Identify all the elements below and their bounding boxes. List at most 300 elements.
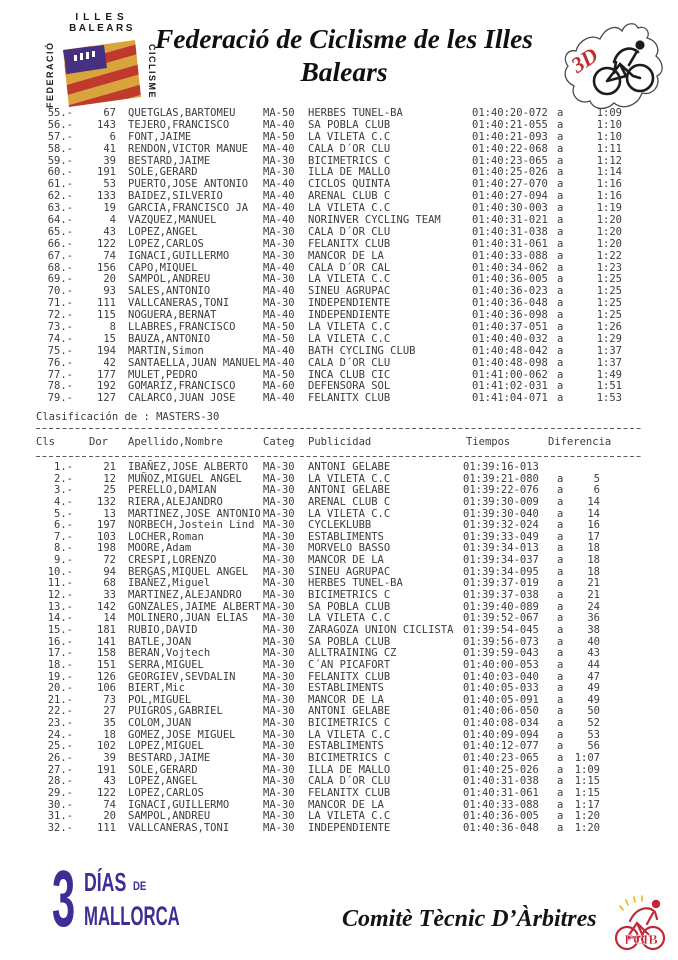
gap-marker: a — [557, 507, 564, 520]
dorsal-cell: 197 — [97, 519, 116, 532]
gap-marker: a — [557, 705, 564, 718]
position-cell: 8.- — [54, 542, 73, 555]
dorsal-cell: 143 — [97, 118, 116, 131]
dorsal-cell: 181 — [97, 623, 116, 636]
category-cell: MA-30 — [263, 728, 295, 741]
position-cell: 60.- — [47, 166, 73, 179]
rider-name-cell: GONZALES,JAIME ALBERT — [128, 600, 261, 613]
difference-cell: 1:09 — [596, 107, 622, 119]
position-cell: 5.- — [54, 507, 73, 520]
difference-cell: 1:10 — [596, 130, 622, 143]
gap-marker: a — [557, 118, 564, 131]
dias-logo-word2: DE — [133, 879, 147, 893]
result-row — [0, 155, 678, 167]
category-cell: MA-30 — [263, 237, 295, 250]
dorsal-cell: 35 — [103, 717, 116, 730]
dorsal-cell: 6 — [109, 130, 116, 143]
category-cell: MA-40 — [263, 202, 295, 215]
general-classification-table — [0, 107, 678, 404]
rider-name-cell: COLOM,JUAN — [128, 717, 192, 730]
gap-marker: a — [557, 368, 564, 381]
header-categ: Categ — [263, 436, 295, 448]
team-cell: INCA CLUB CIC — [308, 368, 391, 381]
rider-name-cell: LOPEZ,CARLOS — [128, 237, 204, 250]
difference-cell: 18 — [587, 542, 600, 555]
time-cell: 01:40:31-038 — [472, 225, 548, 238]
result-row — [0, 508, 678, 520]
rider-name-cell: BESTARD,JAIME — [128, 752, 211, 765]
time-cell: 01:39:34-037 — [463, 554, 539, 567]
time-cell: 01:40:27-094 — [472, 190, 548, 203]
rider-name-cell: SALES,ANTONIO — [128, 285, 211, 298]
time-cell: 01:39:33-049 — [463, 530, 539, 543]
rider-name-cell: POL,MIGUEL — [128, 693, 192, 706]
dorsal-cell: 21 — [103, 461, 116, 473]
rider-name-cell: VALLCANERAS,TONI — [128, 821, 230, 834]
gap-marker: a — [557, 166, 564, 179]
time-cell: 01:40:21-093 — [472, 130, 548, 143]
time-cell: 01:39:22-076 — [463, 484, 539, 497]
gap-marker: a — [557, 142, 564, 155]
rider-name-cell: MARTINEZ,ALEJANDRO — [128, 589, 242, 602]
category-cell: MA-30 — [263, 225, 295, 238]
header-cls: Cls — [36, 436, 55, 448]
difference-cell: 1:16 — [596, 178, 622, 191]
position-cell: 20.- — [47, 682, 73, 695]
difference-cell: 53 — [587, 728, 600, 741]
team-cell: HERBES TUNEL-BA — [308, 107, 403, 119]
fcib-cyclist-icon — [610, 892, 670, 956]
rider-name-cell: SAMPOL,ANDREU — [128, 273, 211, 286]
result-row — [0, 612, 678, 624]
team-cell: ANTONI GELABE — [308, 705, 391, 718]
header-publicidad: Publicidad — [308, 436, 372, 448]
time-cell: 01:40:37-051 — [472, 321, 548, 334]
rider-name-cell: BESTARD,JAIME — [128, 154, 211, 167]
position-cell: 32.- — [47, 821, 73, 834]
rider-name-cell: LOPEZ,ANGEL — [128, 775, 198, 788]
category-cell: MA-50 — [263, 107, 295, 119]
difference-cell: 50 — [587, 705, 600, 718]
time-cell: 01:39:59-043 — [463, 647, 539, 660]
time-cell: 01:40:36-048 — [463, 821, 539, 834]
gap-marker: a — [557, 214, 564, 227]
category-cell: MA-40 — [263, 214, 295, 227]
position-cell: 12.- — [47, 589, 73, 602]
dorsal-cell: 19 — [103, 202, 116, 215]
team-cell: ESTABLIMENTS — [308, 682, 384, 695]
gap-marker: a — [557, 237, 564, 250]
dorsal-cell: 43 — [103, 225, 116, 238]
result-row — [0, 226, 678, 238]
gap-marker: a — [557, 693, 564, 706]
gap-marker: a — [557, 786, 564, 799]
difference-cell: 1:26 — [596, 321, 622, 334]
rider-name-cell: GARCIA,FRANCISCO JA — [128, 202, 249, 215]
dorsal-cell: 103 — [97, 530, 116, 543]
time-cell: 01:40:08-034 — [463, 717, 539, 730]
rider-name-cell: MOLINERO,JUAN ELIAS — [128, 612, 249, 625]
team-cell: INDEPENDIENTE — [308, 297, 391, 310]
position-cell: 30.- — [47, 798, 73, 811]
position-cell: 56.- — [47, 118, 73, 131]
difference-cell: 14 — [587, 495, 600, 508]
federation-logo-line1: ILLES — [75, 12, 129, 23]
time-cell: 01:40:22-068 — [472, 142, 548, 155]
result-row — [0, 190, 678, 202]
result-row — [0, 321, 678, 333]
difference-cell: 1:25 — [596, 285, 622, 298]
difference-cell: 1:37 — [596, 344, 622, 357]
gap-marker: a — [557, 740, 564, 753]
dorsal-cell: 18 — [103, 728, 116, 741]
rider-name-cell: MARTINEZ,JOSE ANTONIO — [128, 507, 261, 520]
team-cell: INDEPENDIENTE — [308, 309, 391, 322]
position-cell: 63.- — [47, 202, 73, 215]
position-cell: 1.- — [54, 461, 73, 473]
gap-marker: a — [557, 565, 564, 578]
difference-cell: 1:10 — [596, 118, 622, 131]
rider-name-cell: BERAN,Vojtech — [128, 647, 211, 660]
position-cell: 67.- — [47, 249, 73, 262]
category-cell: MA-30 — [263, 810, 295, 823]
time-cell: 01:40:03-040 — [463, 670, 539, 683]
rider-name-cell: SOLE,GERARD — [128, 763, 198, 776]
category-cell: MA-40 — [263, 261, 295, 274]
position-cell: 59.- — [47, 154, 73, 167]
rider-name-cell: PUIGROS,GABRIEL — [128, 705, 223, 718]
position-cell: 4.- — [54, 495, 73, 508]
difference-cell: 52 — [587, 717, 600, 730]
gap-marker: a — [557, 530, 564, 543]
result-row — [0, 143, 678, 155]
category-cell: MA-30 — [263, 786, 295, 799]
team-cell: CALA D´OR CLU — [308, 142, 391, 155]
category-cell: MA-60 — [263, 380, 295, 393]
team-cell: INDEPENDIENTE — [308, 821, 391, 834]
gap-marker: a — [557, 202, 564, 215]
position-cell: 55.- — [47, 107, 73, 119]
dorsal-cell: 12 — [103, 472, 116, 485]
result-row — [0, 297, 678, 309]
gap-marker: a — [557, 821, 564, 834]
difference-cell: 1:20 — [574, 810, 600, 823]
separator-line — [36, 428, 643, 429]
position-cell: 22.- — [47, 705, 73, 718]
rider-name-cell: MULET,PEDRO — [128, 368, 198, 381]
difference-cell: 1:23 — [596, 261, 622, 274]
rider-name-cell: SOLE,GERARD — [128, 166, 198, 179]
category-cell: MA-30 — [263, 705, 295, 718]
page-title-line1: Federació de Ciclisme de les Illes — [154, 23, 534, 54]
time-cell: 01:40:27-070 — [472, 178, 548, 191]
difference-cell: 56 — [587, 740, 600, 753]
dorsal-cell: 25 — [103, 484, 116, 497]
dorsal-cell: 42 — [103, 356, 116, 369]
position-cell: 3.- — [54, 484, 73, 497]
difference-cell: 1:16 — [596, 190, 622, 203]
position-cell: 75.- — [47, 344, 73, 357]
position-cell: 24.- — [47, 728, 73, 741]
team-cell: ARENAL CLUB C — [308, 495, 391, 508]
dorsal-cell: 67 — [103, 107, 116, 119]
rider-name-cell: QUETGLAS,BARTOMEU — [128, 107, 236, 119]
time-cell: 01:39:52-067 — [463, 612, 539, 625]
dorsal-cell: 53 — [103, 178, 116, 191]
time-cell: 01:40:12-077 — [463, 740, 539, 753]
difference-cell: 21 — [587, 577, 600, 590]
team-cell: ZARAGOZA UNION CICLISTA — [308, 623, 454, 636]
gap-marker: a — [557, 728, 564, 741]
position-cell: 31.- — [47, 810, 73, 823]
result-row — [0, 566, 678, 578]
category-cell: MA-40 — [263, 190, 295, 203]
result-row — [0, 682, 678, 694]
team-cell: LA VILETA C.C — [308, 202, 391, 215]
difference-cell: 5 — [593, 472, 600, 485]
team-cell: HERBES TUNEL-BA — [308, 577, 403, 590]
time-cell: 01:40:36-005 — [463, 810, 539, 823]
rider-name-cell: VAZQUEZ,MANUEL — [128, 214, 217, 227]
dorsal-cell: 8 — [109, 321, 116, 334]
difference-cell: 18 — [587, 554, 600, 567]
fcib-label: FCIB — [624, 933, 658, 948]
gap-marker: a — [557, 484, 564, 497]
category-cell: MA-40 — [263, 178, 295, 191]
dorsal-cell: 15 — [103, 332, 116, 345]
position-cell: 71.- — [47, 297, 73, 310]
time-cell: 01:39:34-013 — [463, 542, 539, 555]
rider-name-cell: TEJERO,FRANCISCO — [128, 118, 230, 131]
dorsal-cell: 192 — [97, 380, 116, 393]
federation-logo-vertical-right: CICLISME — [147, 44, 157, 100]
category-cell: MA-50 — [263, 368, 295, 381]
gap-marker: a — [557, 332, 564, 345]
position-cell: 28.- — [47, 775, 73, 788]
team-cell: ILLA DE MALLO — [308, 763, 391, 776]
category-cell: MA-30 — [263, 297, 295, 310]
rider-name-cell: LLABRES,FRANCISCO — [128, 321, 236, 334]
difference-cell: 6 — [593, 484, 600, 497]
category-cell: MA-30 — [263, 273, 295, 286]
time-cell: 01:40:40-032 — [472, 332, 548, 345]
dorsal-cell: 132 — [97, 495, 116, 508]
rider-name-cell: NOGUERA,BERNAT — [128, 309, 217, 322]
time-cell: 01:40:33-088 — [463, 798, 539, 811]
dorsal-cell: 177 — [97, 368, 116, 381]
team-cell: BICIMETRICS C — [308, 717, 391, 730]
difference-cell: 1:25 — [596, 273, 622, 286]
dorsal-cell: 122 — [97, 786, 116, 799]
result-row — [0, 729, 678, 741]
dorsal-cell: 68 — [103, 577, 116, 590]
time-cell: 01:40:06-050 — [463, 705, 539, 718]
rider-name-cell: IBAÑEZ,Miguel — [128, 577, 211, 590]
difference-cell: 1:19 — [596, 202, 622, 215]
rider-name-cell: LOCHER,Roman — [128, 530, 204, 543]
result-row — [0, 799, 678, 811]
dias-logo-number: 3 — [52, 854, 76, 943]
gap-marker: a — [557, 285, 564, 298]
team-cell: BICIMETRICS C — [308, 752, 391, 765]
position-cell: 61.- — [47, 178, 73, 191]
result-row — [0, 461, 678, 473]
dorsal-cell: 41 — [103, 142, 116, 155]
dorsal-cell: 191 — [97, 166, 116, 179]
time-cell: 01:40:20-072 — [472, 107, 548, 119]
difference-cell: 1:20 — [596, 225, 622, 238]
result-row — [0, 752, 678, 764]
team-cell: CALA D´OR CLU — [308, 225, 391, 238]
position-cell: 66.- — [47, 237, 73, 250]
team-cell: FELANITX CLUB — [308, 237, 391, 250]
result-row — [0, 250, 678, 262]
rider-name-cell: RIERA,ALEJANDRO — [128, 495, 223, 508]
time-cell: 01:40:09-094 — [463, 728, 539, 741]
dorsal-cell: 111 — [97, 297, 116, 310]
category-cell: MA-30 — [263, 775, 295, 788]
difference-cell: 1:09 — [574, 763, 600, 776]
team-cell: BATH CYCLING CLUB — [308, 344, 416, 357]
dorsal-cell: 141 — [97, 635, 116, 648]
rider-name-cell: CAPO,MIQUEL — [128, 261, 198, 274]
difference-cell: 14 — [587, 507, 600, 520]
gap-marker: a — [557, 249, 564, 262]
team-cell: CYCLEKLUBB — [308, 519, 372, 532]
result-row — [0, 107, 678, 119]
position-cell: 77.- — [47, 368, 73, 381]
result-row — [0, 624, 678, 636]
team-cell: FELANITX CLUB — [308, 670, 391, 683]
gap-marker: a — [557, 380, 564, 393]
difference-cell: 1:12 — [596, 154, 622, 167]
position-cell: 79.- — [47, 392, 73, 405]
gap-marker: a — [557, 635, 564, 648]
difference-cell: 1:20 — [596, 214, 622, 227]
time-cell: 01:39:30-009 — [463, 495, 539, 508]
dorsal-cell: 191 — [97, 763, 116, 776]
category-cell: MA-30 — [263, 154, 295, 167]
gap-marker: a — [557, 392, 564, 405]
gap-marker: a — [557, 798, 564, 811]
time-cell: 01:40:33-088 — [472, 249, 548, 262]
position-cell: 15.- — [47, 623, 73, 636]
result-row — [0, 810, 678, 822]
federation-logo-vertical-left: FEDERACIÓ — [45, 41, 55, 108]
result-row — [0, 531, 678, 543]
rider-name-cell: PERELLO,DAMIAN — [128, 484, 217, 497]
difference-cell: 1:51 — [596, 380, 622, 393]
difference-cell: 1:25 — [596, 309, 622, 322]
difference-cell: 1:07 — [574, 752, 600, 765]
gap-marker: a — [557, 273, 564, 286]
section-title: Clasificación de : MASTERS-30 — [36, 411, 220, 423]
rider-name-cell: CRESPI,LORENZO — [128, 554, 217, 567]
result-row — [0, 285, 678, 297]
category-cell: MA-30 — [263, 565, 295, 578]
dorsal-cell: 102 — [97, 740, 116, 753]
team-cell: ANTONI GELABE — [308, 461, 391, 473]
rider-name-cell: GEORGIEV,SEVDALIN — [128, 670, 236, 683]
category-cell: MA-50 — [263, 332, 295, 345]
time-cell: 01:39:16-013 — [463, 461, 539, 473]
rider-name-cell: BATLE,JOAN — [128, 635, 192, 648]
category-cell: MA-30 — [263, 530, 295, 543]
gap-marker: a — [557, 130, 564, 143]
result-row — [0, 202, 678, 214]
result-row — [0, 577, 678, 589]
dias-logo-word1: DÍAS — [84, 867, 127, 897]
dorsal-cell: 106 — [97, 682, 116, 695]
page-title — [148, 22, 540, 88]
position-cell: 65.- — [47, 225, 73, 238]
position-cell: 11.- — [47, 577, 73, 590]
team-cell: LA VILETA C.C — [308, 507, 391, 520]
result-row — [0, 787, 678, 799]
position-cell: 27.- — [47, 763, 73, 776]
dorsal-cell: 72 — [103, 554, 116, 567]
position-cell: 17.- — [47, 647, 73, 660]
rider-name-cell: BAIDEZ,SILVERIO — [128, 190, 223, 203]
team-cell: SINEU AGRUPAC — [308, 285, 391, 298]
team-cell: DEFENSORA SOL — [308, 380, 391, 393]
gap-marker: a — [557, 519, 564, 532]
position-cell: 23.- — [47, 717, 73, 730]
dorsal-cell: 39 — [103, 752, 116, 765]
time-cell: 01:41:02-031 — [472, 380, 548, 393]
team-cell: ILLA DE MALLO — [308, 166, 391, 179]
gap-marker: a — [557, 623, 564, 636]
position-cell: 2.- — [54, 472, 73, 485]
time-cell: 01:41:04-071 — [472, 392, 548, 405]
dorsal-cell: 158 — [97, 647, 116, 660]
team-cell: SA POBLA CLUB — [308, 600, 391, 613]
dorsal-cell: 94 — [103, 565, 116, 578]
separator-line — [36, 456, 643, 457]
team-cell: LA VILETA C.C — [308, 810, 391, 823]
result-row — [0, 542, 678, 554]
time-cell: 01:40:05-091 — [463, 693, 539, 706]
team-cell: LA VILETA C.C — [308, 472, 391, 485]
team-cell: LA VILETA C.C — [308, 728, 391, 741]
difference-cell: 36 — [587, 612, 600, 625]
position-cell: 25.- — [47, 740, 73, 753]
balearic-flag-icon — [56, 37, 146, 111]
result-row — [0, 273, 678, 285]
rider-name-cell: RUBIO,DAVID — [128, 623, 198, 636]
category-cell: MA-30 — [263, 484, 295, 497]
team-cell: FELANITX CLUB — [308, 392, 391, 405]
dorsal-cell: 127 — [97, 392, 116, 405]
result-row — [0, 131, 678, 143]
position-cell: 68.- — [47, 261, 73, 274]
category-cell: MA-30 — [263, 635, 295, 648]
team-cell: MANCOR DE LA — [308, 554, 384, 567]
time-cell: 01:40:31-038 — [463, 775, 539, 788]
rider-name-cell: GOMARIZ,FRANCISCO — [128, 380, 236, 393]
team-cell: NORINVER CYCLING TEAM — [308, 214, 441, 227]
result-row — [0, 178, 678, 190]
dorsal-cell: 33 — [103, 589, 116, 602]
mallorca-island-icon — [554, 18, 674, 120]
logo-3d-text: 3D — [566, 42, 603, 78]
team-cell: BICIMETRICS C — [308, 589, 391, 602]
category-cell: MA-30 — [263, 577, 295, 590]
position-cell: 13.- — [47, 600, 73, 613]
rider-name-cell: SANTAELLA,JUAN MANUEL — [128, 356, 261, 369]
dorsal-cell: 115 — [97, 309, 116, 322]
difference-cell: 40 — [587, 635, 600, 648]
